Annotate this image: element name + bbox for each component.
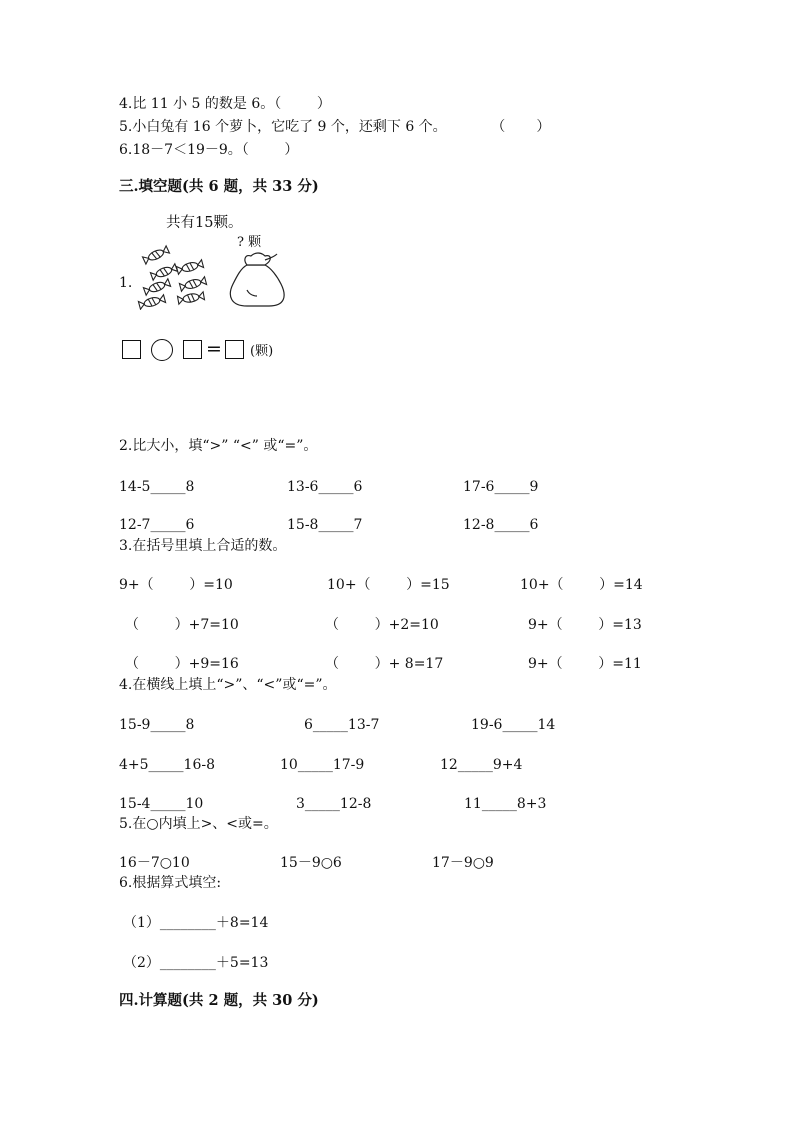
equals-sign: = — [206, 338, 222, 360]
candy-illustration — [119, 210, 289, 310]
blank-square-1[interactable] — [122, 340, 141, 359]
section-4-heading: 四.计算题(共 2 题，共 30 分) — [119, 992, 319, 1009]
q4-item: 15-9_____8 — [119, 717, 195, 733]
question-2-prompt: 2.比大小，填“>” “<” 或“=”。 — [119, 438, 318, 454]
question-6-prompt: 6.根据算式填空: — [119, 875, 222, 891]
q5-item: 15－9○6 — [280, 855, 342, 871]
q4-item: 19-6_____14 — [471, 717, 556, 733]
question-3-prompt: 3.在括号里填上合适的数。 — [119, 538, 287, 554]
q3-item: 10+（ ）=14 — [520, 577, 643, 593]
q6-item-2: （2）________＋5=13 — [123, 955, 269, 971]
q3-item: （ ）+ 8=17 — [325, 656, 444, 672]
section-3-heading: 三.填空题(共 6 题，共 33 分) — [119, 178, 319, 195]
q2-item: 12-7_____6 — [119, 517, 195, 533]
caption-unknown: ? 颗 — [237, 235, 262, 250]
question-5-prompt: 5.在○内填上>、<或=。 — [119, 816, 278, 832]
q4-item: 12_____9+4 — [440, 757, 523, 773]
q2-item: 12-8_____6 — [463, 517, 539, 533]
q3-item: （ ）+9=16 — [125, 656, 239, 672]
question-4-prompt: 4.在横线上填上“>”、“<”或“=”。 — [119, 677, 337, 693]
q3-item: 9+（ ）=13 — [528, 617, 642, 633]
q5-item: 16－7○10 — [119, 855, 190, 871]
q4-item: 6_____13-7 — [304, 717, 380, 733]
candies-icon — [138, 246, 206, 309]
q4-row-1 — [119, 716, 679, 734]
judge-item-4: 4.比 11 小 5 的数是 6。（ ） — [119, 96, 331, 112]
q4-item: 15-4_____10 — [119, 796, 204, 812]
unit-label: (颗) — [250, 344, 274, 359]
q4-row-3 — [119, 795, 679, 813]
q5-row — [119, 854, 679, 872]
q4-item: 10_____17-9 — [280, 757, 365, 773]
q2-item: 13-6_____6 — [287, 479, 363, 495]
q4-item: 4+5_____16-8 — [119, 757, 215, 773]
q4-item: 11_____8+3 — [464, 796, 547, 812]
q3-item: 9+（ ）=11 — [528, 656, 642, 672]
q2-item: 17-6_____9 — [463, 479, 539, 495]
q3-item: （ ）+2=10 — [325, 617, 439, 633]
q3-item: 9+（ ）=10 — [119, 577, 233, 593]
q5-item: 17－9○9 — [432, 855, 494, 871]
q2-item: 14-5_____8 — [119, 479, 195, 495]
q3-row-2 — [119, 616, 679, 634]
judge-item-5: 5.小白兔有 16 个萝卜，它吃了 9 个，还剩下 6 个。 （ ） — [119, 119, 551, 135]
question-1-number: 1. — [119, 275, 133, 291]
q2-row-2 — [119, 516, 679, 534]
q3-row-3 — [119, 655, 679, 673]
bag-icon — [230, 253, 284, 306]
q4-row-2 — [119, 756, 679, 774]
q2-item: 15-8_____7 — [287, 517, 363, 533]
blank-square-2[interactable] — [183, 340, 202, 359]
candy-figure — [119, 210, 289, 310]
judge-item-6: 6.18－7＜19－9。（ ） — [119, 142, 299, 158]
blank-square-result[interactable] — [225, 340, 244, 359]
q2-row-1 — [119, 478, 679, 496]
q3-item: 10+（ ）=15 — [327, 577, 450, 593]
q4-item: 3_____12-8 — [296, 796, 372, 812]
q3-item: （ ）+7=10 — [125, 617, 239, 633]
q3-row-1 — [119, 576, 679, 594]
q6-item-1: （1）________＋8=14 — [123, 915, 269, 931]
caption-total: 共有15颗。 — [166, 215, 243, 231]
blank-circle-operator[interactable] — [151, 339, 173, 361]
